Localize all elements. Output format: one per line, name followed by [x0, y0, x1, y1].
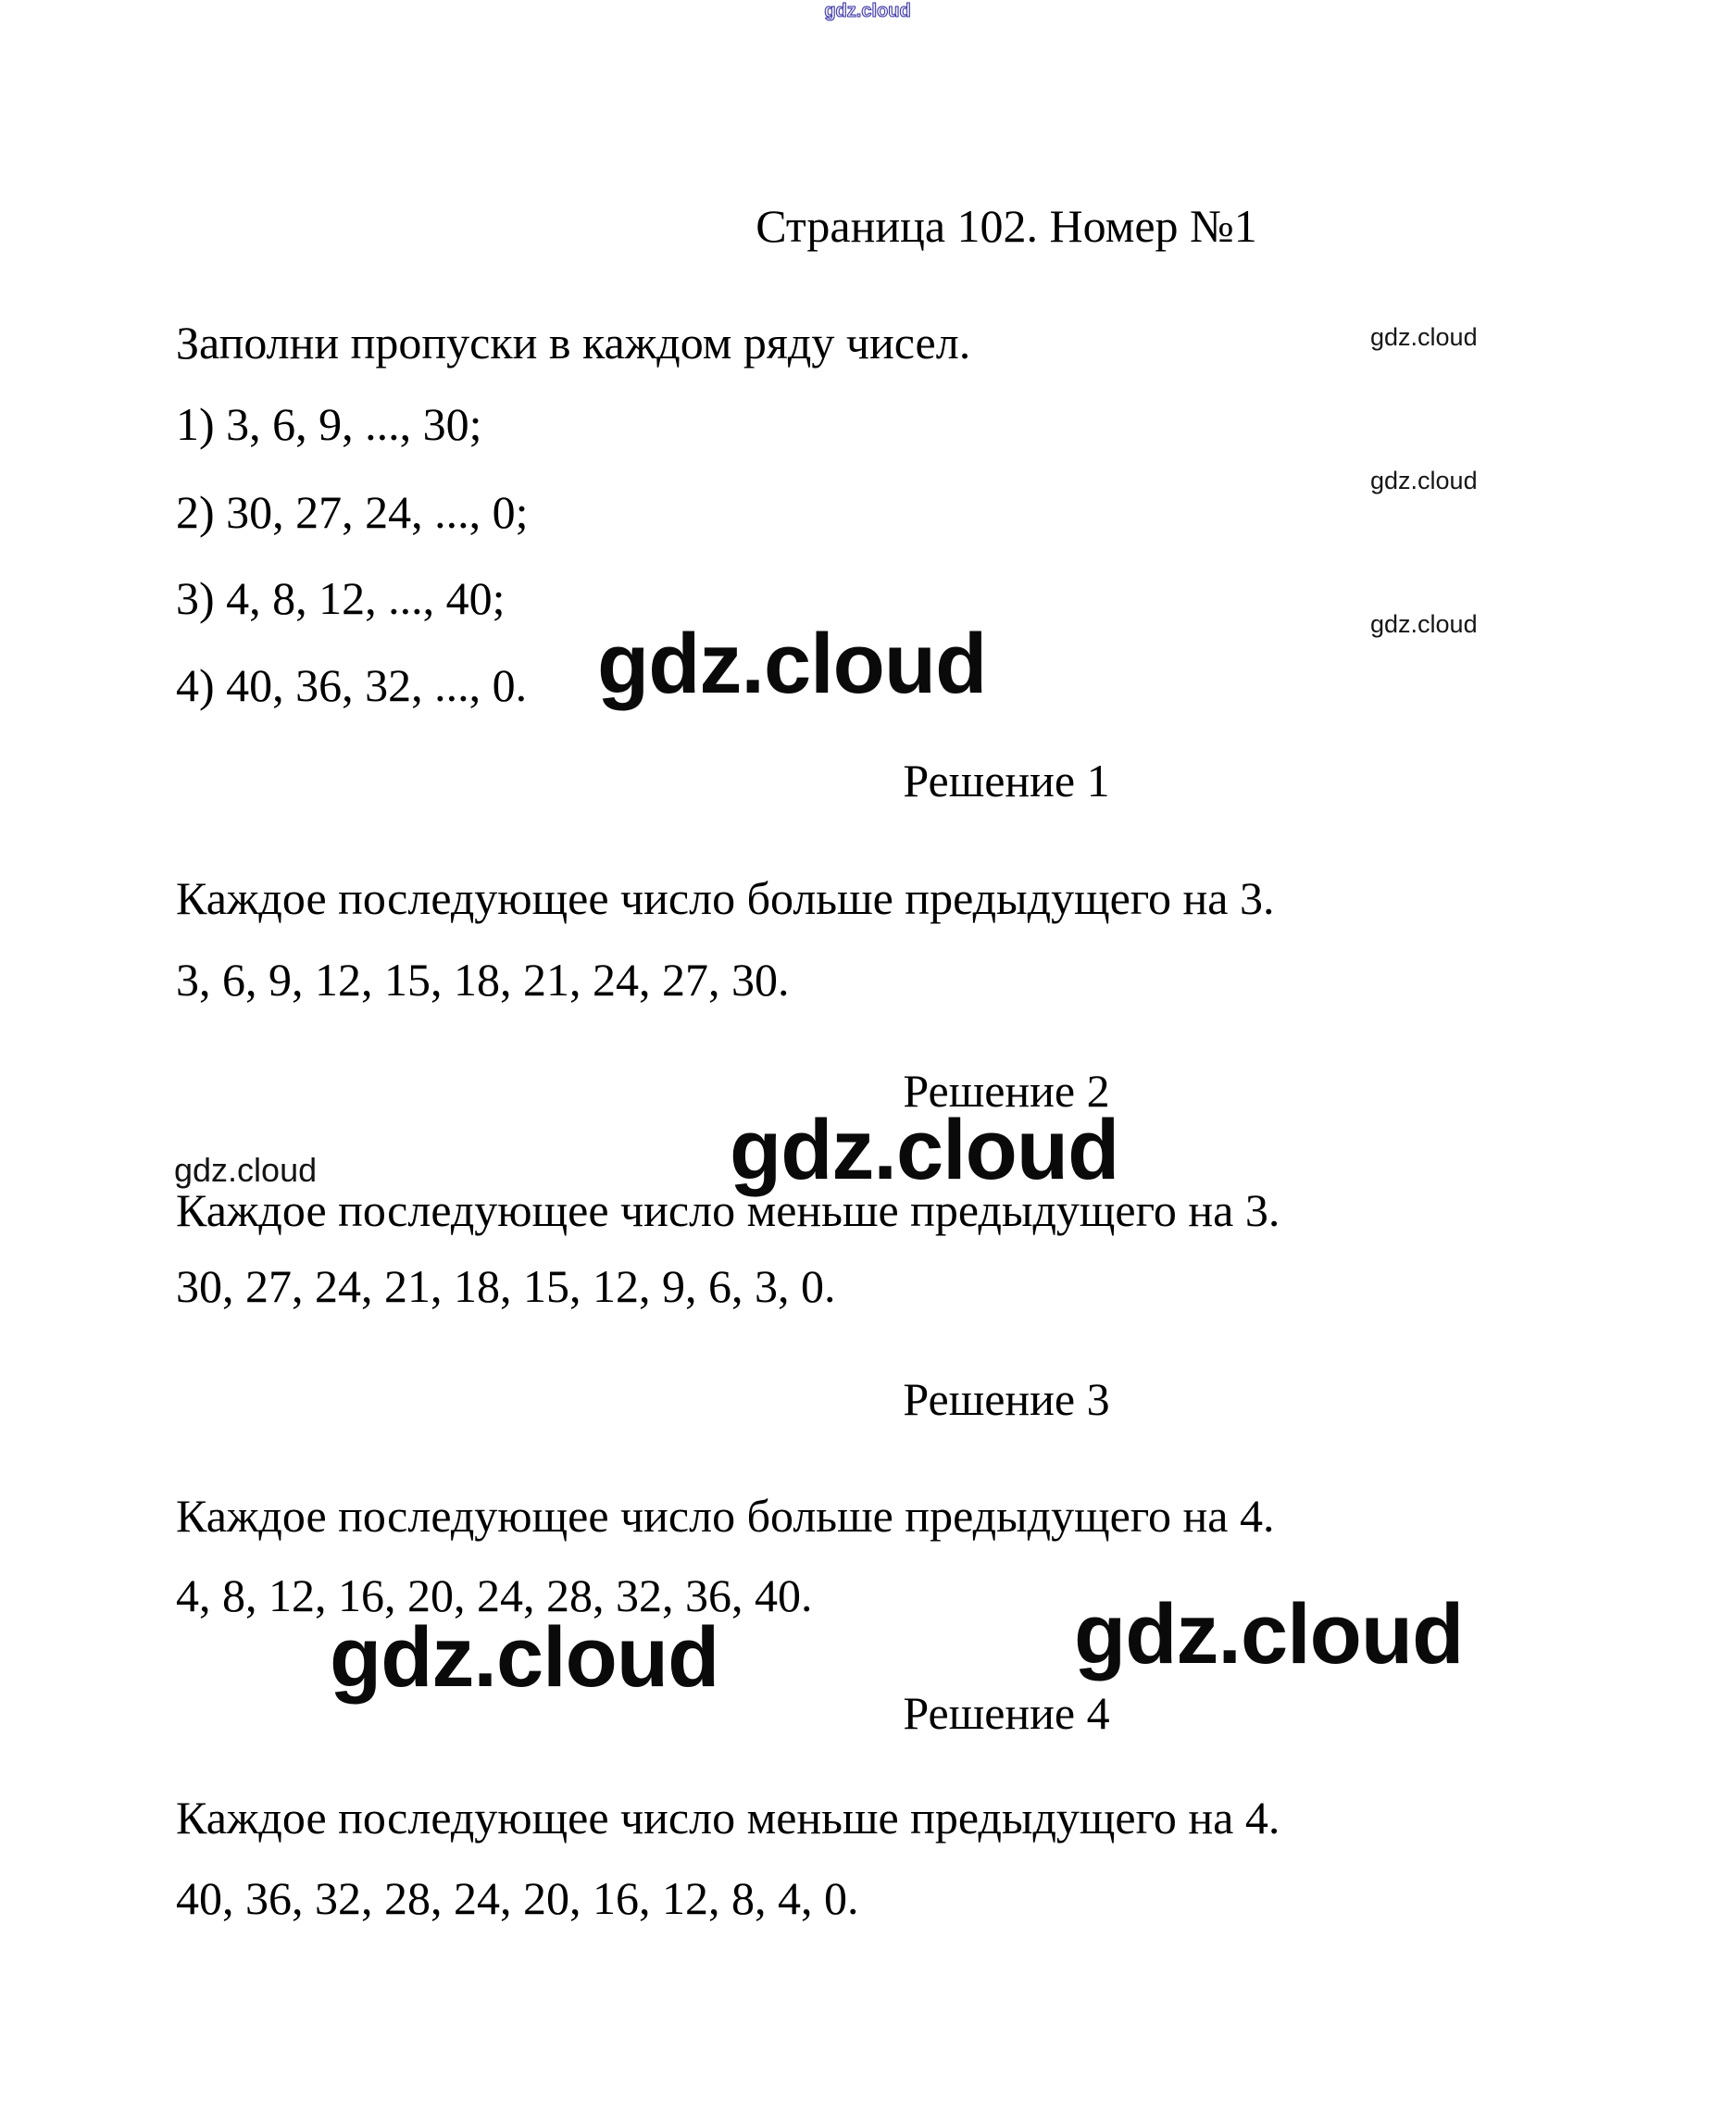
solution-sequence: 30, 27, 24, 21, 18, 15, 12, 9, 6, 3, 0.: [176, 1260, 836, 1312]
brand-watermark-large: gdz.cloud: [597, 617, 987, 711]
solution-sequence: 4, 8, 12, 16, 20, 24, 28, 32, 36, 40.: [176, 1569, 813, 1621]
top-brand-watermark: gdz.cloud: [824, 1, 911, 21]
brand-watermark-small: gdz.cloud: [174, 1151, 318, 1189]
task-item: 2) 30, 27, 24, ..., 0;: [176, 486, 529, 538]
task-item: 3) 4, 8, 12, ..., 40;: [176, 572, 506, 624]
solution-heading: Решение 4: [903, 1687, 1110, 1739]
solution-sequence: 3, 6, 9, 12, 15, 18, 21, 24, 27, 30.: [176, 954, 790, 1006]
solution-heading: Решение 3: [903, 1373, 1110, 1425]
solution-explanation: Каждое последующее число больше предыдущего на 3.: [176, 872, 1275, 924]
solution-explanation: Каждое последующее число меньше предыдущего на 3.: [176, 1184, 1280, 1236]
solution-heading: Решение 1: [903, 755, 1110, 806]
solution-heading: Решение 2: [903, 1065, 1110, 1117]
brand-watermark-large: gdz.cloud: [1074, 1587, 1464, 1681]
solution-explanation: Каждое последующее число больше предыдущего на 4.: [176, 1490, 1275, 1542]
brand-watermark-small: gdz.cloud: [1370, 323, 1478, 351]
brand-watermark-large: gdz.cloud: [730, 1103, 1119, 1197]
brand-watermark-small: gdz.cloud: [1370, 467, 1478, 494]
solution-explanation: Каждое последующее число меньше предыдущего на 4.: [176, 1792, 1280, 1844]
brand-watermark-small: gdz.cloud: [1370, 610, 1478, 638]
task-item: 1) 3, 6, 9, ..., 30;: [176, 398, 482, 450]
task-intro: Заполни пропуски в каждом ряду чисел.: [176, 317, 971, 369]
task-item: 4) 40, 36, 32, ..., 0.: [176, 659, 528, 711]
solution-sequence: 40, 36, 32, 28, 24, 20, 16, 12, 8, 4, 0.: [176, 1872, 859, 1924]
brand-watermark-large: gdz.cloud: [330, 1610, 719, 1705]
page-title: Страница 102. Номер №1: [756, 200, 1257, 252]
